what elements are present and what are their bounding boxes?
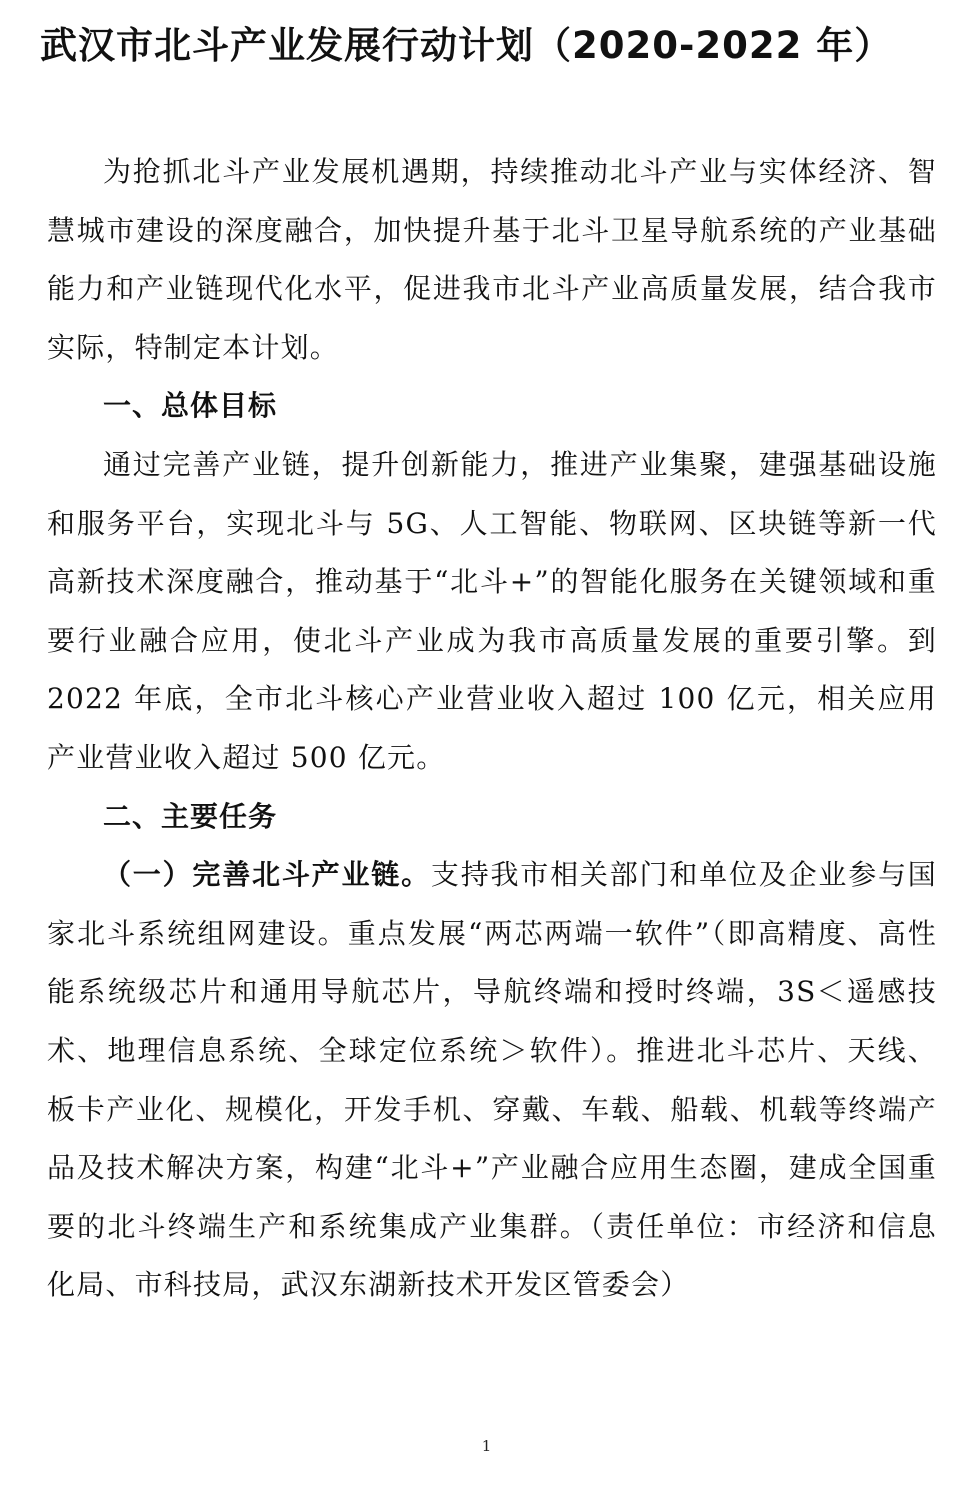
task-item-lead: （一）完善北斗产业链。 — [103, 858, 431, 892]
task-item-paragraph — [47, 846, 937, 1315]
section-heading-overall-goals: 一、总体目标 — [103, 389, 278, 423]
task-item-text: 支持我市相关部门和单位及企业参与国家北斗系统组网建设。重点发展“两芯两端一软件”（即高精度、高性能系统级芯片和通用导航芯片，导航终端和授时终端，3S＜遥感技术、地理信息系统、全球定位系统＞软件）。推进北斗芯片、天线、板卡产业化、规模化，开发手机、穿戴、车载、船载、机载等终端产品及技术解决方案，构建“北斗+”产业融合应用生态圈，建成全国重要的北斗终端生产和系统集成产业集群。（责任单位：市经济和信息化局、市科技局，武汉东湖新技术开发区管委会） — [47, 858, 938, 1302]
intro-paragraph: 为抢抓北斗产业发展机遇期，持续推动北斗产业与实体经济、智慧城市建设的深度融合，加快提升基于北斗卫星导航系统的产业基础能力和产业链现代化水平，促进我市北斗产业高质量发展，结合我市实际，特制定本计划。 — [47, 155, 937, 364]
document-title: 武汉市北斗产业发展行动计划（2020-2022 年） — [40, 24, 893, 67]
section-heading-main-tasks: 二、主要任务 — [103, 799, 278, 833]
overall-goals-paragraph: 通过完善产业链，提升创新能力，推进产业集聚，建强基础设施和服务平台，实现北斗与 5G、人工智能、物联网、区块链等新一代高新技术深度融合，推动基于“北斗+”的智能化服务在关键领域和重要行业融合应用，使北斗产业成为我市高质量发展的重要引擎。到 2022 年底，全市北斗核心产业营业收入超过 100 亿元，相关应用产业营业收入超过 500 亿元。 — [47, 447, 937, 774]
document-body — [47, 143, 937, 1315]
page-number: 1 — [481, 1437, 492, 1455]
